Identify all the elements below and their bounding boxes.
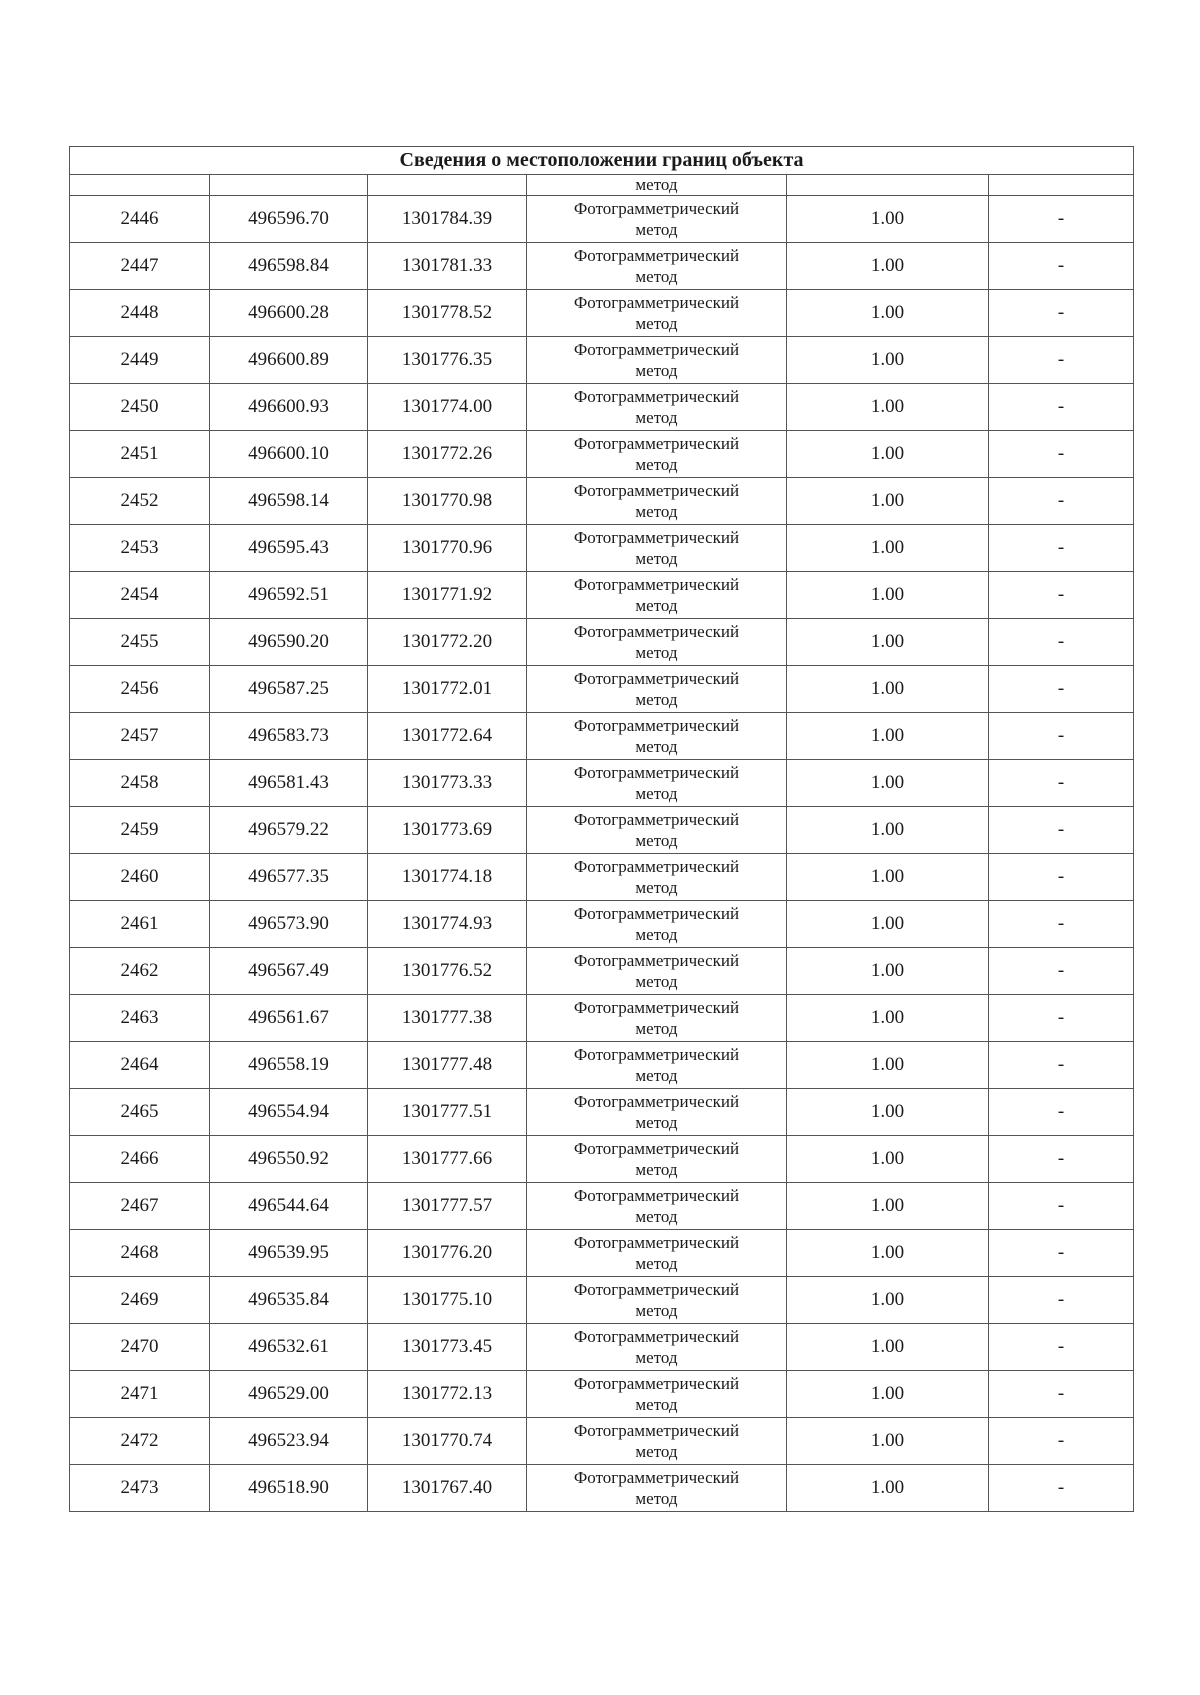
- table-row: [70, 807, 1134, 854]
- method-cell: [527, 1418, 787, 1465]
- accuracy-cell: 1.00: [787, 1277, 989, 1324]
- method-cell: [527, 337, 787, 384]
- method-cell: [527, 713, 787, 760]
- method-line-2: метод: [635, 361, 678, 380]
- method-line-1: Фотограмметрический: [573, 293, 740, 312]
- accuracy-cell: 1.00: [787, 196, 989, 243]
- method-cell: [527, 431, 787, 478]
- method-cell: [527, 1136, 787, 1183]
- x-coordinate-cell: 496595.43: [210, 525, 368, 572]
- table-title-row: [70, 147, 1134, 175]
- x-coordinate-cell: 496529.00: [210, 1371, 368, 1418]
- method-cell: [527, 572, 787, 619]
- method-cell: [527, 1324, 787, 1371]
- x-coordinate-cell: 496596.70: [210, 196, 368, 243]
- x-coordinate-cell: 496567.49: [210, 948, 368, 995]
- point-number-cell: 2446: [70, 196, 210, 243]
- method-cell: [527, 1277, 787, 1324]
- x-coordinate-cell: 496598.14: [210, 478, 368, 525]
- accuracy-cell: 1.00: [787, 713, 989, 760]
- point-number-cell: 2452: [70, 478, 210, 525]
- method-line-1: Фотограмметрический: [573, 246, 740, 265]
- accuracy-cell: 1.00: [787, 431, 989, 478]
- table-row: [70, 337, 1134, 384]
- method-line-2: метод: [635, 502, 678, 521]
- table-row: [70, 713, 1134, 760]
- table-row: [70, 854, 1134, 901]
- note-cell: -: [989, 525, 1134, 572]
- note-cell: -: [989, 243, 1134, 290]
- method-line-2: метод: [635, 878, 678, 897]
- method-line-2: метод: [635, 1066, 678, 1085]
- boundary-coordinates-table: [69, 146, 1134, 1512]
- method-cell: [527, 901, 787, 948]
- table-row: [70, 619, 1134, 666]
- x-coordinate-cell: 496573.90: [210, 901, 368, 948]
- point-number-cell: 2453: [70, 525, 210, 572]
- x-coordinate-cell: 496600.93: [210, 384, 368, 431]
- method-cell: [527, 854, 787, 901]
- x-coordinate-cell: 496544.64: [210, 1183, 368, 1230]
- point-number-cell: 2469: [70, 1277, 210, 1324]
- table-cell: [787, 175, 989, 196]
- method-line-1: Фотограмметрический: [573, 1092, 740, 1111]
- y-coordinate-cell: 1301770.98: [368, 478, 527, 525]
- method-line-1: Фотограмметрический: [573, 1233, 740, 1252]
- note-cell: -: [989, 1183, 1134, 1230]
- x-coordinate-cell: 496558.19: [210, 1042, 368, 1089]
- table-row: [70, 384, 1134, 431]
- method-cell: [527, 1465, 787, 1512]
- accuracy-cell: 1.00: [787, 243, 989, 290]
- accuracy-cell: 1.00: [787, 854, 989, 901]
- table-cell: [989, 175, 1134, 196]
- method-line-2: метод: [635, 1019, 678, 1038]
- note-cell: -: [989, 572, 1134, 619]
- point-number-cell: 2456: [70, 666, 210, 713]
- method-cell: [527, 619, 787, 666]
- y-coordinate-cell: 1301777.48: [368, 1042, 527, 1089]
- y-coordinate-cell: 1301781.33: [368, 243, 527, 290]
- table-row: [70, 196, 1134, 243]
- table-row: [70, 666, 1134, 713]
- method-cell: [527, 1183, 787, 1230]
- method-line-2: метод: [635, 314, 678, 333]
- point-number-cell: 2466: [70, 1136, 210, 1183]
- method-cell: [527, 290, 787, 337]
- method-line-1: Фотограмметрический: [573, 1421, 740, 1440]
- x-coordinate-cell: 496539.95: [210, 1230, 368, 1277]
- note-cell: -: [989, 1136, 1134, 1183]
- note-cell: -: [989, 1277, 1134, 1324]
- method-line-2: метод: [635, 1207, 678, 1226]
- accuracy-cell: 1.00: [787, 995, 989, 1042]
- method-cell: [527, 1230, 787, 1277]
- table-row: [70, 901, 1134, 948]
- point-number-cell: 2468: [70, 1230, 210, 1277]
- x-coordinate-cell: 496583.73: [210, 713, 368, 760]
- note-cell: -: [989, 478, 1134, 525]
- x-coordinate-cell: 496561.67: [210, 995, 368, 1042]
- point-number-cell: 2457: [70, 713, 210, 760]
- accuracy-cell: 1.00: [787, 666, 989, 713]
- method-line-1: Фотограмметрический: [573, 998, 740, 1017]
- method-cell: [527, 196, 787, 243]
- x-coordinate-cell: 496581.43: [210, 760, 368, 807]
- x-coordinate-cell: 496590.20: [210, 619, 368, 666]
- table-row: [70, 1042, 1134, 1089]
- method-line-1: Фотограмметрический: [573, 340, 740, 359]
- y-coordinate-cell: 1301774.18: [368, 854, 527, 901]
- point-number-cell: 2454: [70, 572, 210, 619]
- method-cell: [527, 478, 787, 525]
- method-line-1: Фотограмметрический: [573, 669, 740, 688]
- table-row: [70, 1183, 1134, 1230]
- x-coordinate-cell: 496577.35: [210, 854, 368, 901]
- method-line-2: метод: [635, 784, 678, 803]
- x-coordinate-cell: 496600.10: [210, 431, 368, 478]
- method-line-2: метод: [635, 1395, 678, 1414]
- method-line-1: Фотограмметрический: [573, 951, 740, 970]
- method-line-1: Фотограмметрический: [573, 199, 740, 218]
- x-coordinate-cell: 496598.84: [210, 243, 368, 290]
- accuracy-cell: 1.00: [787, 807, 989, 854]
- accuracy-cell: 1.00: [787, 1324, 989, 1371]
- note-cell: -: [989, 807, 1134, 854]
- table-row: [70, 760, 1134, 807]
- method-line-1: Фотограмметрический: [573, 904, 740, 923]
- table-row: [70, 290, 1134, 337]
- point-number-cell: 2470: [70, 1324, 210, 1371]
- method-cell: [527, 807, 787, 854]
- accuracy-cell: 1.00: [787, 948, 989, 995]
- method-line-1: Фотограмметрический: [573, 387, 740, 406]
- accuracy-cell: 1.00: [787, 901, 989, 948]
- note-cell: -: [989, 1371, 1134, 1418]
- accuracy-cell: 1.00: [787, 1136, 989, 1183]
- method-cell: [527, 384, 787, 431]
- point-number-cell: 2464: [70, 1042, 210, 1089]
- x-coordinate-cell: 496600.89: [210, 337, 368, 384]
- y-coordinate-cell: 1301772.26: [368, 431, 527, 478]
- continued-method-cell: метод: [527, 175, 787, 196]
- note-cell: -: [989, 619, 1134, 666]
- method-line-2: метод: [635, 972, 678, 991]
- method-line-2: метод: [635, 1489, 678, 1508]
- method-line-1: Фотограмметрический: [573, 528, 740, 547]
- method-line-2: метод: [635, 267, 678, 286]
- x-coordinate-cell: 496532.61: [210, 1324, 368, 1371]
- table-cell: [70, 175, 210, 196]
- method-line-1: Фотограмметрический: [573, 857, 740, 876]
- method-cell: [527, 995, 787, 1042]
- x-coordinate-cell: 496554.94: [210, 1089, 368, 1136]
- method-line-2: метод: [635, 596, 678, 615]
- accuracy-cell: 1.00: [787, 290, 989, 337]
- accuracy-cell: 1.00: [787, 760, 989, 807]
- table-cell: [368, 175, 527, 196]
- y-coordinate-cell: 1301771.92: [368, 572, 527, 619]
- accuracy-cell: 1.00: [787, 337, 989, 384]
- table-row: [70, 478, 1134, 525]
- y-coordinate-cell: 1301777.51: [368, 1089, 527, 1136]
- table-title: Сведения о местоположении границ объекта: [70, 147, 1134, 175]
- accuracy-cell: 1.00: [787, 1183, 989, 1230]
- point-number-cell: 2462: [70, 948, 210, 995]
- method-line-2: метод: [635, 690, 678, 709]
- x-coordinate-cell: 496600.28: [210, 290, 368, 337]
- accuracy-cell: 1.00: [787, 619, 989, 666]
- table-row: [70, 948, 1134, 995]
- method-line-1: Фотограмметрический: [573, 763, 740, 782]
- accuracy-cell: 1.00: [787, 1465, 989, 1512]
- accuracy-cell: 1.00: [787, 1418, 989, 1465]
- x-coordinate-cell: 496592.51: [210, 572, 368, 619]
- table-row: [70, 1230, 1134, 1277]
- table-row: [70, 525, 1134, 572]
- method-line-2: метод: [635, 925, 678, 944]
- note-cell: -: [989, 1418, 1134, 1465]
- note-cell: -: [989, 1465, 1134, 1512]
- continued-row: [70, 175, 1134, 196]
- point-number-cell: 2467: [70, 1183, 210, 1230]
- note-cell: -: [989, 1089, 1134, 1136]
- accuracy-cell: 1.00: [787, 1371, 989, 1418]
- method-line-1: Фотограмметрический: [573, 622, 740, 641]
- point-number-cell: 2473: [70, 1465, 210, 1512]
- method-line-2: метод: [635, 455, 678, 474]
- y-coordinate-cell: 1301774.93: [368, 901, 527, 948]
- method-cell: [527, 1371, 787, 1418]
- method-line-2: метод: [635, 1301, 678, 1320]
- note-cell: -: [989, 431, 1134, 478]
- point-number-cell: 2460: [70, 854, 210, 901]
- point-number-cell: 2465: [70, 1089, 210, 1136]
- table-row: [70, 1324, 1134, 1371]
- accuracy-cell: 1.00: [787, 572, 989, 619]
- accuracy-cell: 1.00: [787, 525, 989, 572]
- method-cell: [527, 666, 787, 713]
- table-row: [70, 1465, 1134, 1512]
- y-coordinate-cell: 1301772.20: [368, 619, 527, 666]
- method-line-1: Фотограмметрический: [573, 1468, 740, 1487]
- method-line-2: метод: [635, 549, 678, 568]
- method-line-1: Фотограмметрический: [573, 1045, 740, 1064]
- method-line-1: Фотограмметрический: [573, 1327, 740, 1346]
- y-coordinate-cell: 1301776.52: [368, 948, 527, 995]
- y-coordinate-cell: 1301772.13: [368, 1371, 527, 1418]
- method-cell: [527, 1042, 787, 1089]
- method-line-1: Фотограмметрический: [573, 1139, 740, 1158]
- table-cell: [210, 175, 368, 196]
- table-row: [70, 1371, 1134, 1418]
- note-cell: -: [989, 290, 1134, 337]
- note-cell: -: [989, 1324, 1134, 1371]
- y-coordinate-cell: 1301776.35: [368, 337, 527, 384]
- method-cell: [527, 525, 787, 572]
- method-line-2: метод: [635, 737, 678, 756]
- note-cell: -: [989, 713, 1134, 760]
- note-cell: -: [989, 1042, 1134, 1089]
- method-line-2: метод: [635, 1254, 678, 1273]
- y-coordinate-cell: 1301777.38: [368, 995, 527, 1042]
- point-number-cell: 2461: [70, 901, 210, 948]
- accuracy-cell: 1.00: [787, 1089, 989, 1136]
- y-coordinate-cell: 1301778.52: [368, 290, 527, 337]
- method-line-2: метод: [635, 1160, 678, 1179]
- y-coordinate-cell: 1301773.33: [368, 760, 527, 807]
- note-cell: -: [989, 760, 1134, 807]
- y-coordinate-cell: 1301770.96: [368, 525, 527, 572]
- method-line-1: Фотограмметрический: [573, 1280, 740, 1299]
- point-number-cell: 2472: [70, 1418, 210, 1465]
- y-coordinate-cell: 1301772.64: [368, 713, 527, 760]
- y-coordinate-cell: 1301773.69: [368, 807, 527, 854]
- table-row: [70, 572, 1134, 619]
- point-number-cell: 2471: [70, 1371, 210, 1418]
- note-cell: -: [989, 1230, 1134, 1277]
- y-coordinate-cell: 1301773.45: [368, 1324, 527, 1371]
- note-cell: -: [989, 337, 1134, 384]
- y-coordinate-cell: 1301770.74: [368, 1418, 527, 1465]
- note-cell: -: [989, 384, 1134, 431]
- table-row: [70, 243, 1134, 290]
- table-row: [70, 1277, 1134, 1324]
- note-cell: -: [989, 948, 1134, 995]
- method-line-2: метод: [635, 1348, 678, 1367]
- x-coordinate-cell: 496550.92: [210, 1136, 368, 1183]
- y-coordinate-cell: 1301777.57: [368, 1183, 527, 1230]
- y-coordinate-cell: 1301772.01: [368, 666, 527, 713]
- method-line-2: метод: [635, 220, 678, 239]
- method-line-1: Фотограмметрический: [573, 810, 740, 829]
- method-line-2: метод: [635, 831, 678, 850]
- method-line-2: метод: [635, 408, 678, 427]
- point-number-cell: 2455: [70, 619, 210, 666]
- x-coordinate-cell: 496518.90: [210, 1465, 368, 1512]
- y-coordinate-cell: 1301784.39: [368, 196, 527, 243]
- point-number-cell: 2449: [70, 337, 210, 384]
- method-line-1: Фотограмметрический: [573, 575, 740, 594]
- method-cell: [527, 760, 787, 807]
- point-number-cell: 2450: [70, 384, 210, 431]
- x-coordinate-cell: 496523.94: [210, 1418, 368, 1465]
- table-row: [70, 1136, 1134, 1183]
- table-row: [70, 1418, 1134, 1465]
- point-number-cell: 2451: [70, 431, 210, 478]
- x-coordinate-cell: 496579.22: [210, 807, 368, 854]
- method-line-2: метод: [635, 643, 678, 662]
- method-line-1: Фотограмметрический: [573, 1374, 740, 1393]
- table-row: [70, 1089, 1134, 1136]
- note-cell: -: [989, 666, 1134, 713]
- method-cell: [527, 948, 787, 995]
- point-number-cell: 2463: [70, 995, 210, 1042]
- table-row: [70, 995, 1134, 1042]
- method-line-1: Фотограмметрический: [573, 1186, 740, 1205]
- x-coordinate-cell: 496535.84: [210, 1277, 368, 1324]
- accuracy-cell: 1.00: [787, 1230, 989, 1277]
- note-cell: -: [989, 901, 1134, 948]
- note-cell: -: [989, 196, 1134, 243]
- note-cell: -: [989, 854, 1134, 901]
- method-cell: [527, 243, 787, 290]
- method-line-1: Фотограмметрический: [573, 716, 740, 735]
- accuracy-cell: 1.00: [787, 384, 989, 431]
- note-cell: -: [989, 995, 1134, 1042]
- y-coordinate-cell: 1301776.20: [368, 1230, 527, 1277]
- method-line-2: метод: [635, 1113, 678, 1132]
- x-coordinate-cell: 496587.25: [210, 666, 368, 713]
- method-cell: [527, 1089, 787, 1136]
- point-number-cell: 2448: [70, 290, 210, 337]
- y-coordinate-cell: 1301767.40: [368, 1465, 527, 1512]
- accuracy-cell: 1.00: [787, 478, 989, 525]
- y-coordinate-cell: 1301777.66: [368, 1136, 527, 1183]
- y-coordinate-cell: 1301775.10: [368, 1277, 527, 1324]
- point-number-cell: 2459: [70, 807, 210, 854]
- method-line-1: Фотограмметрический: [573, 434, 740, 453]
- method-line-2: метод: [635, 1442, 678, 1461]
- point-number-cell: 2458: [70, 760, 210, 807]
- y-coordinate-cell: 1301774.00: [368, 384, 527, 431]
- table-row: [70, 431, 1134, 478]
- accuracy-cell: 1.00: [787, 1042, 989, 1089]
- point-number-cell: 2447: [70, 243, 210, 290]
- method-line-1: Фотограмметрический: [573, 481, 740, 500]
